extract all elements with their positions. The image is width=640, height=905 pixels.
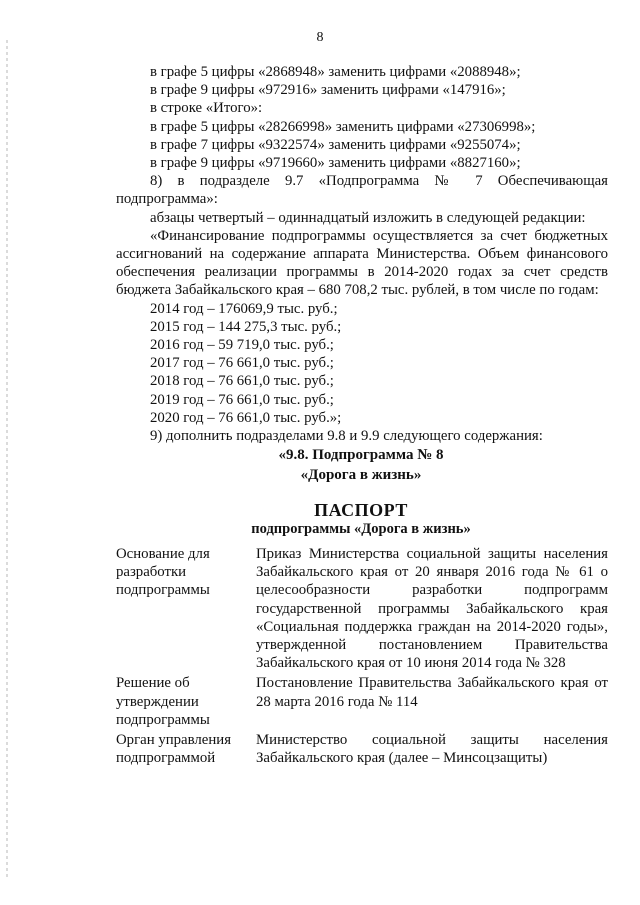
text-line: в графе 9 цифры «9719660» заменить цифрами «8827160»;: [150, 155, 521, 172]
section-heading: [0, 445, 640, 485]
document-body: [116, 63, 608, 445]
passport-title: ПАСПОРТ: [314, 500, 408, 520]
list-item: 2018 год – 76 661,0 тыс. руб.;: [150, 373, 334, 390]
row-label: Основание для разработки подпрограммы: [116, 546, 210, 599]
financing-paragraph: «Финансирование подпрограммы осуществляется за счет бюджетных ассигнований на содержание аппарата Министерства. Объем финансового обеспечения реализации программы в 2014-2020 годах за счет средств бюджета Забайкальского края – 680 708,2 тыс. рублей, в том числе по годам:: [116, 227, 608, 299]
list-item: 2019 год – 76 661,0 тыс. руб.;: [150, 391, 334, 408]
row-value: Постановление Правительства Забайкальского края от 28 марта 2016 года № 114: [256, 675, 608, 710]
years-list: [116, 300, 608, 427]
passport-table: [116, 545, 608, 769]
text-line: в графе 5 цифры «28266998» заменить цифрами «27306998»;: [150, 118, 536, 135]
table-row: [116, 674, 608, 729]
list-item: 2017 год – 76 661,0 тыс. руб.;: [150, 355, 334, 372]
text-line: в графе 5 цифры «2868948» заменить цифрами «2088948»;: [150, 64, 521, 80]
table-row: [116, 545, 608, 672]
paragraphs-intro: абзацы четвертый – одиннадцатый изложить в следующей редакции:: [150, 209, 586, 226]
page-number: 8: [316, 30, 324, 45]
list-item: 2016 год – 59 719,0 тыс. руб.;: [150, 337, 334, 354]
list-item: 2015 год – 144 275,3 тыс. руб.;: [150, 318, 342, 335]
table-row: [116, 731, 608, 767]
list-item: 2014 год – 176069,9 тыс. руб.;: [150, 300, 338, 317]
item-9-paragraph: 9) дополнить подразделами 9.8 и 9.9 следующего содержания:: [150, 428, 543, 445]
text-line: в графе 9 цифры «972916» заменить цифрами «147916»;: [150, 82, 506, 99]
row-label: Орган управления подпрограммой: [116, 732, 232, 767]
section-title: «9.8. Подпрограмма № 8: [278, 447, 444, 463]
row-label: Решение об утверждении подпрограммы: [116, 675, 210, 728]
row-value: Министерство социальной защиты населения Забайкальского края (далее – Минсоцзащиты): [256, 732, 608, 767]
list-item: 2020 год – 76 661,0 тыс. руб.»;: [150, 409, 342, 426]
text-line: в строке «Итого»:: [150, 100, 263, 117]
row-value: Приказ Министерства социальной защиты населения Забайкальского края от 20 января 2016 года № 61 о целесообразности разработки подпрограмм государственной программы Забайкальского края «Социальная поддержка граждан на 2014-2020 годы», утвержденной постановлением Правительства Забайкальского края от 10 июня 2014 года № 328: [256, 546, 608, 672]
text-line: в графе 7 цифры «9322574» заменить цифрами «9255074»;: [150, 136, 521, 153]
section-subtitle: «Дорога в жизнь»: [300, 467, 422, 483]
passport-subtitle: подпрограммы «Дорога в жизнь»: [251, 521, 471, 537]
item-8-paragraph: 8) в подразделе 9.7 «Подпрограмма № 7 Обеспечивающая подпрограмма»:: [116, 173, 608, 208]
